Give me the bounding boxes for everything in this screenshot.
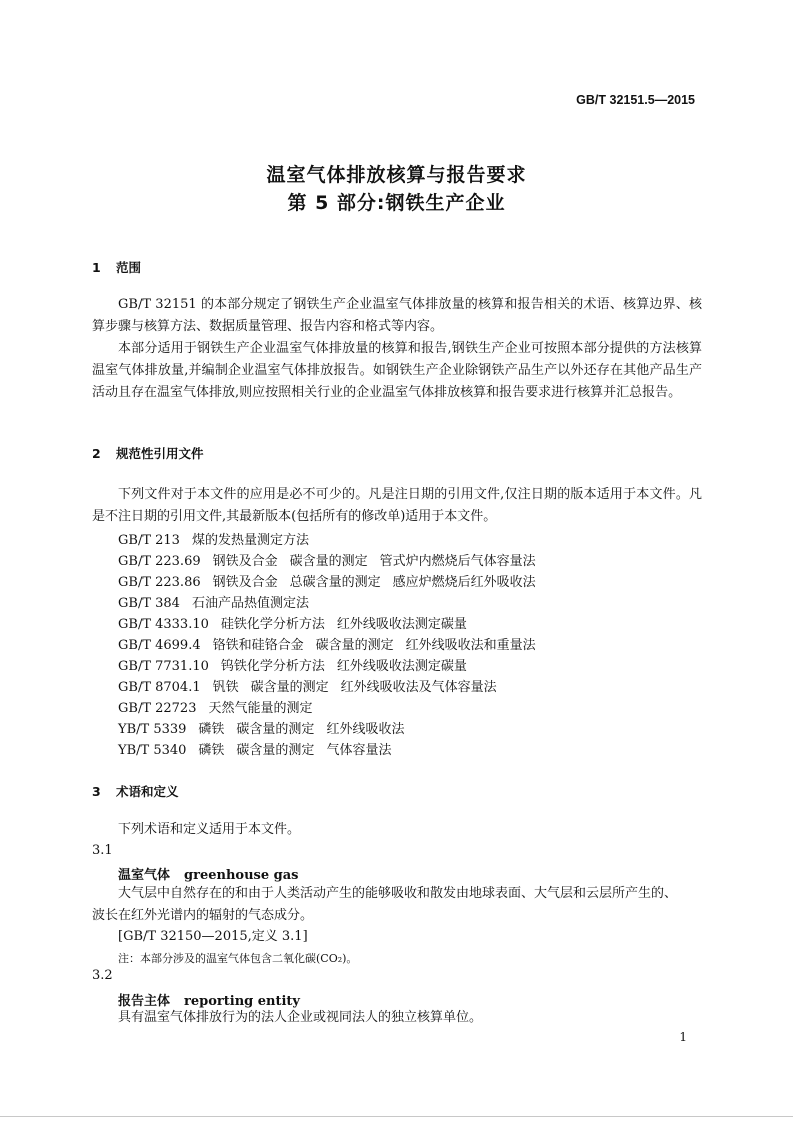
- section-title: 术语和定义: [116, 784, 179, 799]
- section-1-heading: [92, 258, 141, 276]
- term-number: 3.1: [92, 843, 113, 858]
- section-title: 范围: [116, 260, 142, 275]
- document-title-line1: 温室气体排放核算与报告要求: [266, 164, 527, 186]
- term-number: 3.2: [92, 968, 113, 983]
- term-title: 报告主体 reporting entity: [118, 994, 300, 1009]
- section-1-paragraph-2: 本部分适用于钢铁生产企业温室气体排放量的核算和报告,钢铁生产企业可按照本部分提供的方法核算温室气体排放量,并编制企业温室气体排放报告。如钢铁生产企业除钢铁产品生产以外还存在其他产品生产活动且存在温室气体排放,则应按照相关行业的企业温室气体排放核算和报告要求进行核算并汇总报告。: [92, 341, 702, 400]
- section-2-heading: [92, 444, 204, 462]
- term-source: [GB/T 32150—2015,定义 3.1]: [118, 929, 308, 944]
- section-3-heading: [92, 782, 179, 800]
- section-number: 1: [92, 260, 101, 275]
- reference-item: GB/T 4699.4 铬铁和硅铬合金 碳含量的测定 红外线吸收法和重量法: [118, 638, 536, 653]
- term-definition-line: 大气层中自然存在的和由于人类活动产生的能够吸收和散发由地球表面、大气层和云层所产生的、: [118, 886, 678, 901]
- reference-item: YB/T 5339 磷铁 碳含量的测定 红外线吸收法: [118, 722, 405, 737]
- reference-item: GB/T 7731.10 钨铁化学分析方法 红外线吸收法测定碳量: [118, 659, 467, 674]
- section-1-paragraph-1: GB/T 32151 的本部分规定了钢铁生产企业温室气体排放量的核算和报告相关的术语、核算边界、核算步骤与核算方法、数据质量管理、报告内容和格式等内容。: [92, 297, 702, 334]
- section-number: 2: [92, 446, 101, 461]
- term-definition-line: 具有温室气体排放行为的法人企业或视同法人的独立核算单位。: [118, 1010, 483, 1025]
- section-number: 3: [92, 784, 101, 799]
- reference-item: GB/T 8704.1 钒铁 碳含量的测定 红外线吸收法及气体容量法: [118, 680, 497, 695]
- section-2-paragraph: 下列文件对于本文件的应用是必不可少的。凡是注日期的引用文件,仅注日期的版本适用于本文件。凡是不注日期的引用文件,其最新版本(包括所有的修改单)适用于本文件。: [92, 487, 702, 524]
- reference-item: GB/T 213 煤的发热量测定方法: [118, 533, 309, 548]
- reference-item: YB/T 5340 磷铁 碳含量的测定 气体容量法: [118, 743, 392, 758]
- term-title: 温室气体 greenhouse gas: [118, 868, 299, 883]
- reference-item: GB/T 384 石油产品热值测定法: [118, 596, 309, 611]
- scan-edge-line: [0, 1116, 793, 1117]
- reference-item: GB/T 22723 天然气能量的测定: [118, 701, 313, 716]
- term-note: 注：本部分涉及的温室气体包含二氧化碳(CO₂)。: [118, 952, 358, 965]
- reference-item: GB/T 223.69 钢铁及合金 碳含量的测定 管式炉内燃烧后气体容量法: [118, 554, 536, 569]
- document-title-line2: 第 5 部分:钢铁生产企业: [287, 192, 506, 214]
- reference-item: GB/T 223.86 钢铁及合金 总碳含量的测定 感应炉燃烧后红外吸收法: [118, 575, 536, 590]
- standard-code: GB/T 32151.5—2015: [576, 93, 695, 107]
- reference-item: GB/T 4333.10 硅铁化学分析方法 红外线吸收法测定碳量: [118, 617, 467, 632]
- section-3-intro: 下列术语和定义适用于本文件。: [118, 822, 301, 837]
- term-definition-line: 波长在红外光谱内的辐射的气态成分。: [92, 908, 314, 923]
- page-number: 1: [679, 1030, 687, 1044]
- section-title: 规范性引用文件: [116, 446, 204, 461]
